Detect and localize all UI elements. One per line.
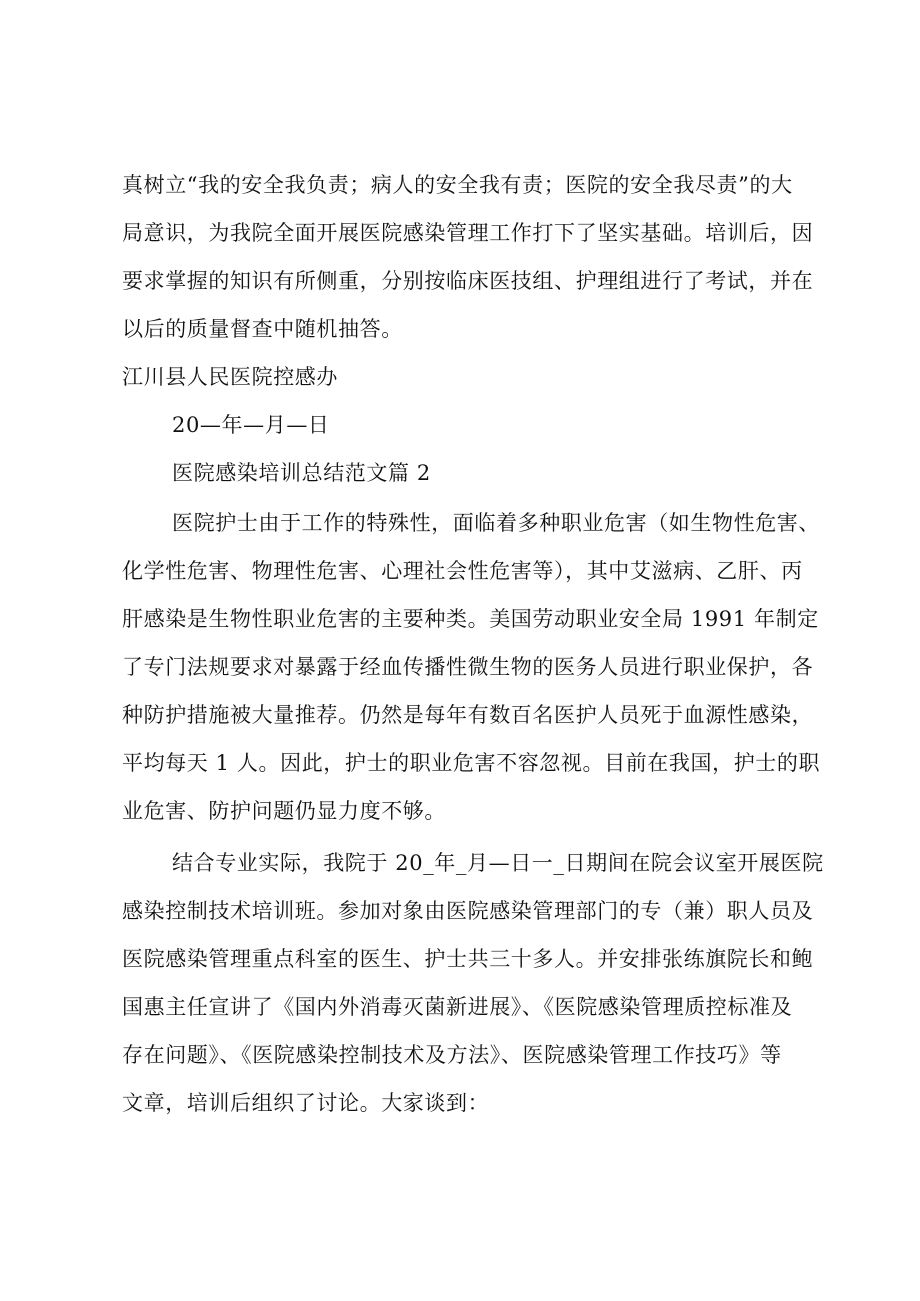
paragraph-1-line-4: 以后的质量督查中随机抽答。 xyxy=(122,317,403,341)
signature-date: 20—年—月—日 xyxy=(172,413,330,437)
paragraph-2-line-5: 种防护措施被大量推荐。仍然是每年有数百名医护人员死于血源性感染， xyxy=(122,703,814,727)
paragraph-2-line-1: 医院护士由于工作的特殊性，面临着多种职业危害（如生物性危害、 xyxy=(172,511,820,535)
paragraph-3-line-5: 存在问题》、《医院感染控制技术及方法》、医院感染管理工作技巧》等 xyxy=(122,1043,782,1067)
paragraph-1-line-1: 真树立“我的安全我负责；病人的安全我有责；医院的安全我尽责”的大 xyxy=(122,173,793,197)
paragraph-3-line-1: 结合专业实际，我院于 20_年_月—日一_日期间在院会议室开展医院 xyxy=(172,851,824,875)
signature-organization: 江川县人民医院控感办 xyxy=(122,365,338,389)
paragraph-3-line-2: 感染控制技术培训班。参加对象由医院感染管理部门的专（兼）职人员及 xyxy=(122,899,814,923)
paragraph-2-line-2: 化学性危害、物理性危害、心理社会性危害等），其中艾滋病、乙肝、丙 xyxy=(122,559,803,583)
paragraph-3-line-3: 医院感染管理重点科室的医生、护士共三十多人。并安排张练旗院长和鲍 xyxy=(122,947,814,971)
paragraph-2-line-7: 业危害、防护问题仍显力度不够。 xyxy=(122,799,446,823)
paragraph-2-line-3: 肝感染是生物性职业危害的主要种类。美国劳动职业安全局 1991 年制定 xyxy=(122,607,819,631)
paragraph-3-line-4: 国惠主任宣讲了《国内外消毒灭菌新进展》、《医院感染管理质控标准及 xyxy=(122,995,793,1019)
paragraph-1-line-3: 要求掌握的知识有所侧重，分别按临床医技组、护理组进行了考试，并在 xyxy=(122,269,814,293)
paragraph-3-line-6: 文章，培训后组织了讨论。大家谈到： xyxy=(122,1091,490,1115)
paragraph-1-line-2: 局意识，为我院全面开展医院感染管理工作打下了坚实基础。培训后，因 xyxy=(122,221,814,245)
section-title: 医院感染培训总结范文篇 2 xyxy=(172,461,431,485)
paragraph-2-line-6: 平均每天 1 人。因此，护士的职业危害不容忽视。目前在我国，护士的职 xyxy=(122,751,821,775)
paragraph-2-line-4: 了专门法规要求对暴露于经血传播性微生物的医务人员进行职业保护，各 xyxy=(122,655,814,679)
